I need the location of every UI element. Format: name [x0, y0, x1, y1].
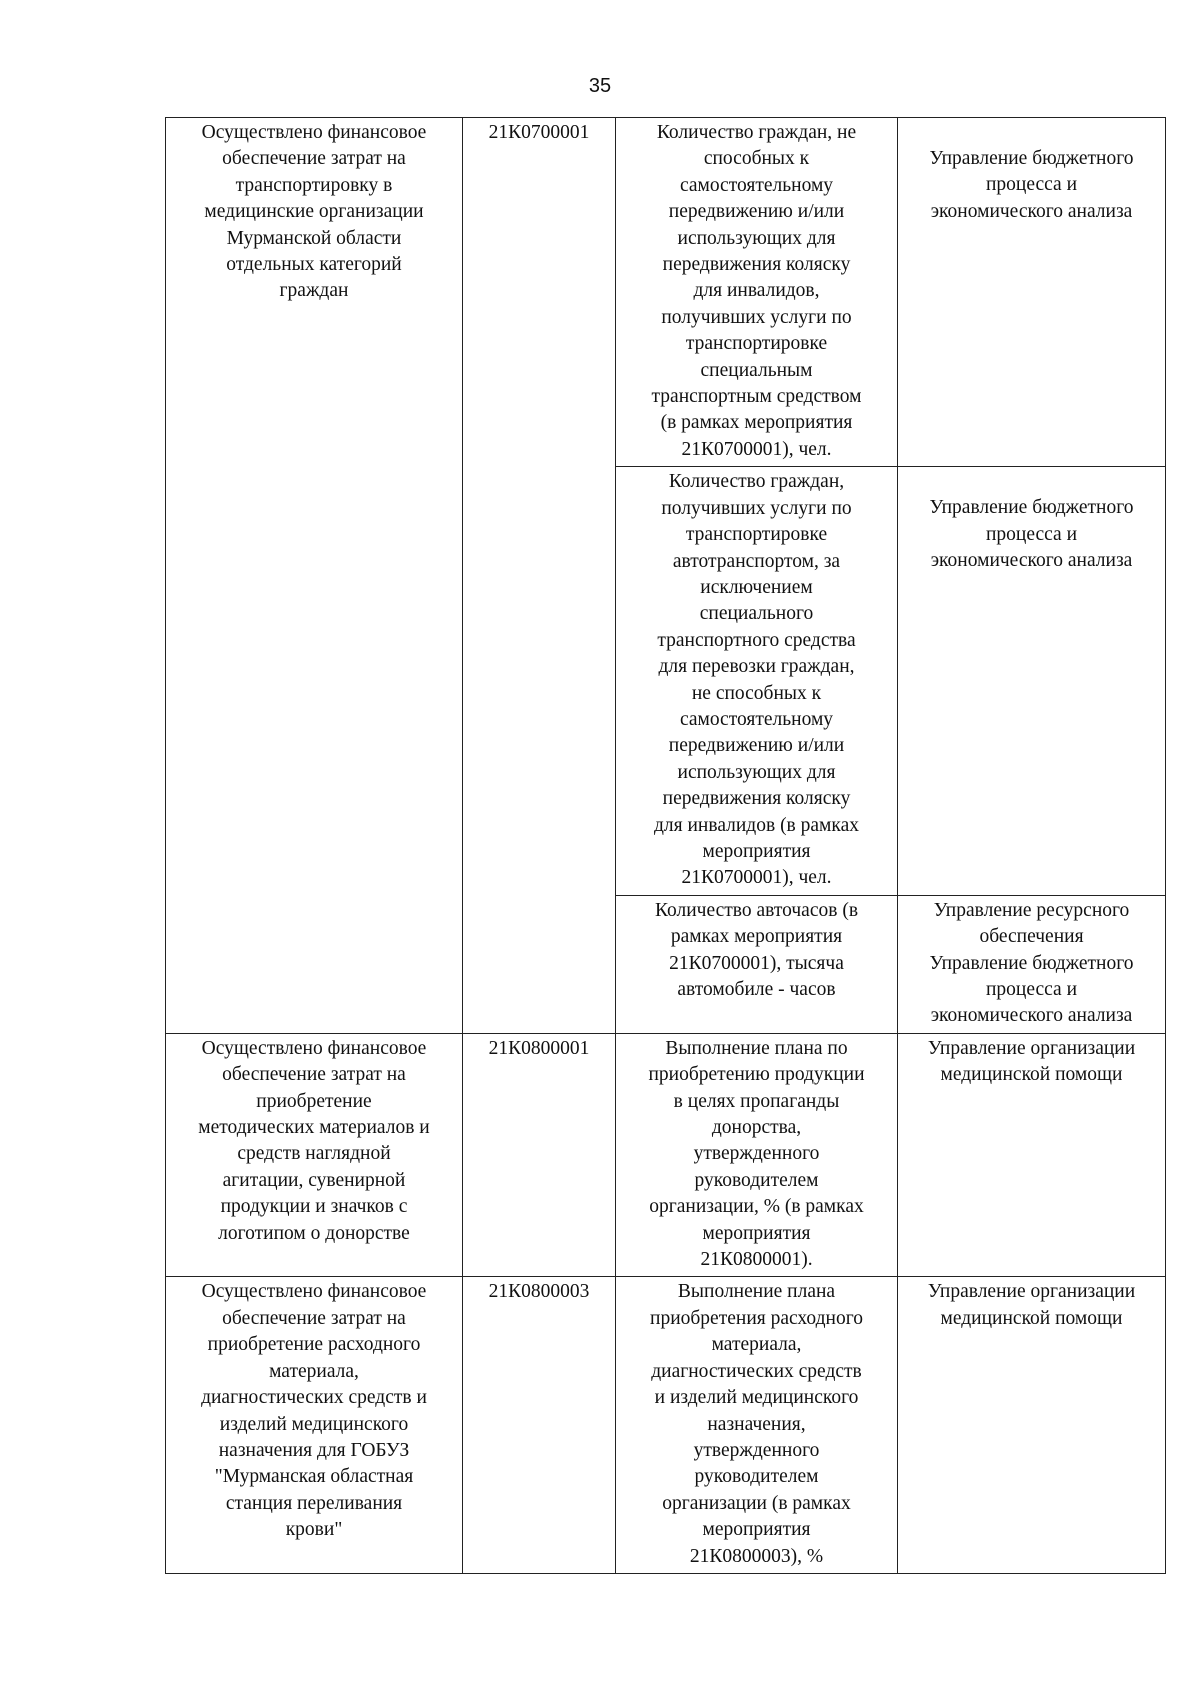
measures-table — [165, 117, 1166, 1574]
responsible-cell — [898, 118, 1166, 467]
table-row — [166, 1033, 1166, 1277]
responsible-text: Управление ресурсного обеспечения Управление бюджетного процесса и экономического анализа — [929, 899, 1134, 1027]
responsible-text: Управление организации медицинской помощи — [927, 1037, 1136, 1086]
indicator-cell: Количество граждан, получивших услуги по транспортировке автотранспортом, за исключением специального транспортного средства для перевозки граждан, не способных к самостоятельному передвижению и/или использующих для передвижения коляску для инвалидов (в рамках мероприятия 21К0700001), чел. — [616, 467, 898, 896]
indicator-cell: Количество авточасов (в рамках мероприятия 21К0700001), тысяча автомобиле - часов — [616, 895, 898, 1033]
responsible-cell — [898, 895, 1166, 1033]
table-row — [166, 118, 1166, 467]
responsible-cell — [898, 1033, 1166, 1277]
page-number: 35 — [588, 75, 612, 97]
code-cell: 21К0800001 — [463, 1033, 616, 1277]
indicator-cell: Выполнение плана приобретения расходного материала, диагностических средств и изделий медицинского назначения, утвержденного руководителем организации (в рамках мероприятия 21К0800003), % — [616, 1277, 898, 1573]
responsible-text: Управление бюджетного процесса и экономического анализа — [929, 497, 1134, 572]
responsible-text: Управление бюджетного процесса и экономического анализа — [929, 148, 1134, 222]
table-row — [166, 1277, 1166, 1573]
responsible-text: Управление организации медицинской помощи — [927, 1281, 1136, 1329]
responsible-cell — [898, 467, 1166, 896]
result-cell: Осуществлено финансовое обеспечение затрат на транспортировку в медицинские организации Мурманской области отдельных категорий граждан — [166, 118, 463, 1034]
result-cell: Осуществлено финансовое обеспечение затрат на приобретение методических материалов и средств наглядной агитации, сувенирной продукции и значков с логотипом о донорстве — [166, 1033, 463, 1277]
indicator-cell: Выполнение плана по приобретению продукции в целях пропаганды донорства, утвержденного руководителем организации, % (в рамках мероприятия 21К0800001). — [616, 1033, 898, 1277]
result-cell: Осуществлено финансовое обеспечение затрат на приобретение расходного материала, диагностических средств и изделий медицинского назначения для ГОБУЗ "Мурманская областная станция переливания крови" — [166, 1277, 463, 1573]
responsible-cell — [898, 1277, 1166, 1573]
code-cell: 21К0700001 — [463, 118, 616, 1034]
indicator-cell: Количество граждан, не способных к самостоятельному передвижению и/или использующих для передвижения коляску для инвалидов, получивших услуги по транспортировке специальным транспортным средством (в рамках мероприятия 21К0700001), чел. — [616, 118, 898, 467]
code-cell: 21К0800003 — [463, 1277, 616, 1573]
